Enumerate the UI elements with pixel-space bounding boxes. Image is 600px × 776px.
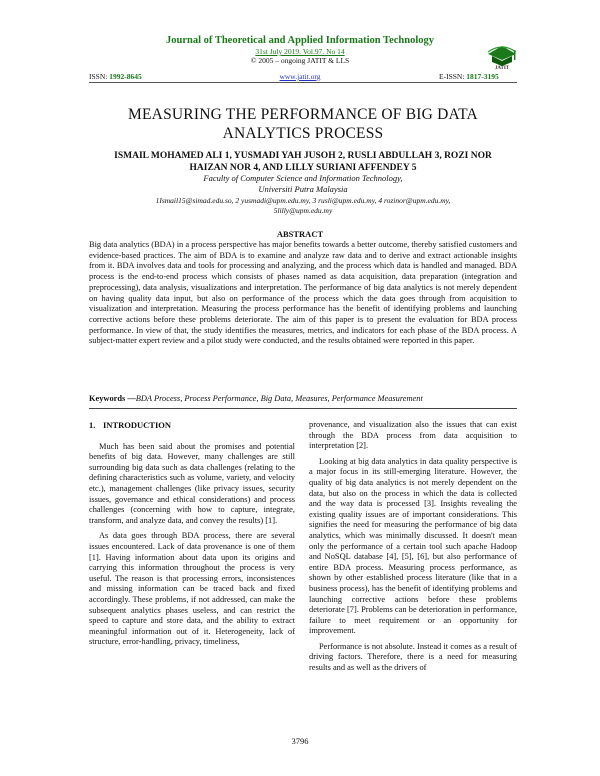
page-number: 3796 (291, 736, 309, 746)
keywords-list: BDA Process, Process Performance, Big Data, Measures, Performance Measurement (135, 394, 423, 403)
paragraph: provenance, and visualization also the issues that can exist through the BDA process from data acquisition to interpretation [2]. (309, 420, 517, 451)
copyright-line: © 2005 – ongoing JATIT & LLS (250, 56, 350, 65)
journal-title: Journal of Theoretical and Applied Information Technology (166, 35, 434, 46)
journal-url-link[interactable]: www.jatit.org (279, 72, 321, 81)
body-column-left (89, 420, 295, 653)
issue-line: 31st July 2019. Vol.97. No 14 (255, 47, 345, 56)
section-heading (89, 420, 295, 431)
issn-label: ISSN: (89, 72, 110, 81)
paragraph: Performance is not absolute. Instead it comes as a result of driving factors. Therefore, there is a need for measuring results and as well as the drivers of (309, 641, 517, 673)
author-emails (89, 196, 517, 216)
body-column-right (309, 420, 517, 679)
paper-authors: ISMAIL MOHAMED ALI 1, YUSMADI YAH JUSOH 2, RUSLI ABDULLAH 3, ROZI NOR HAIZAN NOR 4, AND LILLY SURIANI AFFENDEY 5 (114, 151, 492, 173)
eissn-value: 1817-3195 (466, 72, 499, 81)
affiliation-line-1: Faculty of Computer Science and Information Technology, (203, 173, 403, 183)
emails-line-1: 1Ismail15@simad.edu.so, 2 yusmadi@upm.edu.my, 3 rusli@upm.edu.my, 4 rozinor@upm.edu.my, (155, 196, 451, 205)
section-title: INTRODUCTION (103, 420, 172, 430)
eissn-label: E-ISSN: (439, 72, 467, 81)
paragraph: Looking at big data analytics in data quality perspective is a major focus in its still-emerging literature. However, the quality of big data analytics is not merely dependent on the data, but also on the process in which the data is collected and the way data is processed [3]. Insights revealing the existing quality issues are of important considerations. This signifies the need for measuring the performance of big data analytics, which was minimally discussed. It doesn't mean only the performance of a certain tool such apache Hadoop and NoSQL database [4], [5], [6], but also performance of entire BDA process. Measuring process performance, as shown by other established process literature (like that in a business process), has the benefit of identifying problems and launching corrective actions before these problems deteriorate [7]. Problems can be deterioration in performance, failure to meet requirement or an opportunity for improvement. (309, 456, 517, 636)
section-number: 1. (89, 420, 96, 430)
eissn (439, 72, 499, 81)
keywords-label: Keywords — (89, 394, 136, 403)
affiliation-line-2: Universiti Putra Malaysia (258, 183, 348, 194)
paper-title: MEASURING THE PERFORMANCE OF BIG DATA ANALYTICS PROCESS (128, 106, 478, 142)
keywords (89, 394, 517, 403)
abstract-text: Big data analytics (BDA) in a process perspective has major benefits towards a better outcome, thereby satisfied customers and evidence-based practices. The aim of BDA is to examine and analyze raw data and to derive and extract actionable insights from it. BDA involves data and tools for processing and analyzing, and the process which data is handled and managed. BDA process is the end-to-end process which consists of phases named as data acquisition, data preparation (integration and preprocessing), data analysis, visualizations and interpretation. The performance of big data analytics is not merely dependent on having quality data input, but also on performance of the process which the data goes through from acquisition to visualization and interpretation. Measuring the process performance has the benefit of identifying problems and launching corrective actions before these problems deteriorate. The aim of this paper is to present the evaluation for BDA process performance. In view of that, the study identifies the measures, metrics, and indicators for each phase of the BDA process. A subject-matter expert review and a pilot study were conducted, and the results obtained were reported in this paper. (89, 240, 517, 346)
header-divider (89, 82, 517, 83)
jatit-logo-icon (484, 38, 520, 68)
issn-value: 1992-8645 (109, 72, 142, 81)
abstract-divider (89, 408, 517, 409)
emails-line-2: 5lilly@upm.edu.my (273, 206, 333, 215)
logo-label: JATIT (494, 66, 510, 71)
paragraph: Much has been said about the promises and potential benefits of big data. However, many challenges are still surrounding big data such as data challenges (relating to the defining characteristics such as volume, variety, and velocity etc.), management challenges (like privacy issues, security issues, governance and ethical considerations) and process challenges (concerning with how to capture, integrate, transform, and analyze data, and convey the results) [1]. (89, 441, 295, 525)
paragraph: As data goes through BDA process, there are several issues encountered. Lack of data provenance is one of them [1]. Having information about data upon its origins and carrying this information throughout the process is very useful. The reason is that processing errors, inconsistences and missing information can be traced back and fixed accordingly. These problems, if not addressed, can make the subsequent analytics phases useless, and can restrict the speed to capture and store data, and the ability to extract meaningful information out of it. Heterogeneity, lack of structure, error-handling, privacy, timeliness, (89, 531, 295, 647)
affiliation (89, 173, 517, 194)
abstract-heading: ABSTRACT (276, 229, 324, 239)
